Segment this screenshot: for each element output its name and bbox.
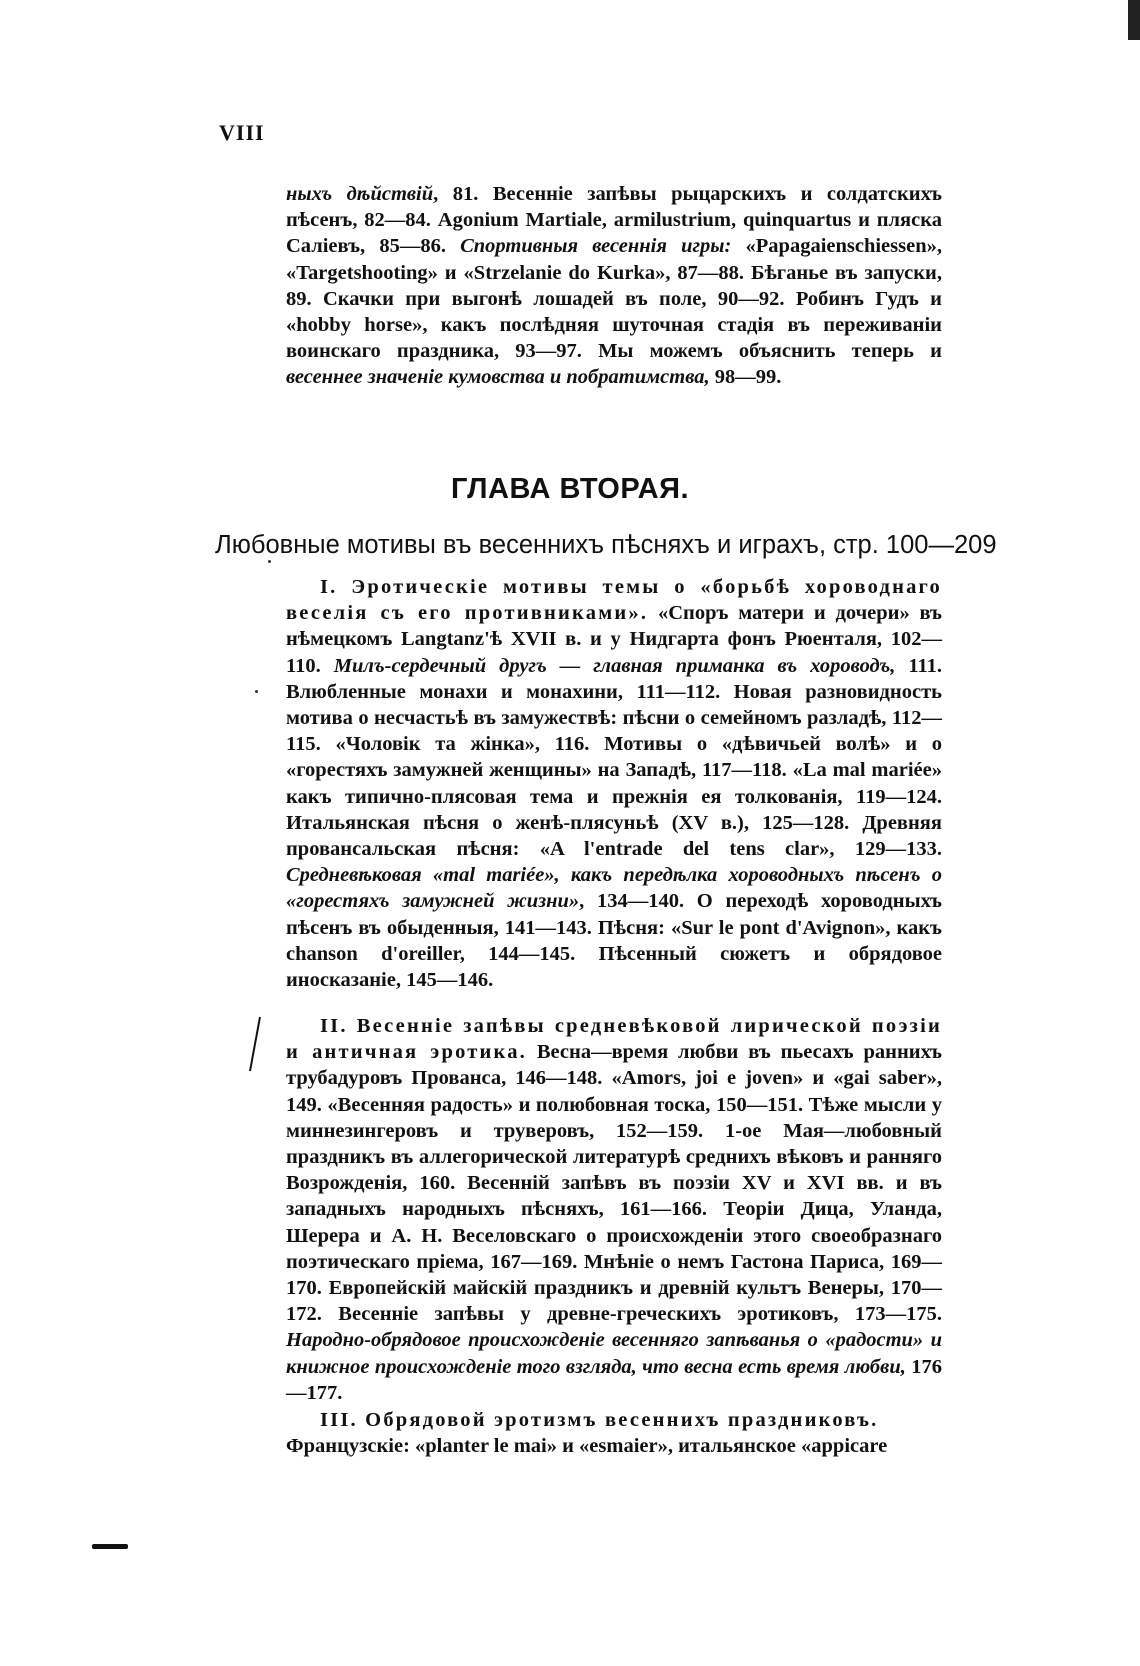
section-1-text-1: «Споръ матери и дочери» въ нѣмецкомъ Langtanz'ѣ XVII в. и у Нидгарта фонъ Рюенталя, 102—110. [286,602,942,677]
chapter-subtitle: Любовные мотивы въ весеннихъ пѣсняхъ и играхъ, стр. 100—209 [215,531,997,559]
intro-italic-a: ныхъ дѣйствій [286,183,434,205]
intro-text-b: , 81. Весенніе запѣвы рыцарскихъ и солдатскихъ пѣсенъ, 82—84. Agonium Martiale, armilustrium, quinquartus и пляска Саліевъ, 85—86. [286,183,942,258]
margin-dash-mark [92,1544,128,1549]
section-1-italic-2: Средневѣковая «mal mariée», какъ передѣлка хороводныхъ пѣсенъ о «горестяхъ замужней жизни» [286,864,942,913]
intro-text-f: 98—99. [709,366,782,389]
margin-slash-mark [248,1015,262,1073]
section-2-text-2: 176—177. [286,1355,942,1404]
section-1-text-3: , 134—140. О переходѣ хороводныхъ пѣсенъ въ обыденныя, 141—143. Пѣсня: «Sur le pont d'Avignon», какъ chanson d'oreiller, 144—145. Пѣсенный сюжетъ и обрядовое иносказаніе, 145—146. [286,890,942,992]
section-2 [286,1013,942,1406]
section-2-italic-1: Народно-обрядовое происхожденіе весенняго запѣванья о «радости» и книжное происхожденіе того взгляда, что весна есть время любви, [286,1329,942,1378]
section-1-heading: I. Эротическіе мотивы темы о «борьбѣ хороводнаго веселія съ его противниками». [286,576,942,625]
section-2-heading: II. Весенніе запѣвы средневѣковой лирической поэзіи и античная эротика. [286,1015,942,1064]
intro-text-d: «Papagaienschiessen», «Targetshooting» и «Strzelanie do Kurka», 87—88. Бѣганье въ запуски, 89. Скачки при выгонѣ лошадей въ поле, 90—92. Робинъ Гудъ и «hobby horse», какъ послѣдняя шуточная стадія въ переживаніи воинскаго праздника, 93—97. Мы можемъ объяснить теперь и [286,235,942,363]
section-3-text-1: Французскіе: «planter le mai» и «esmaier», итальянское «appicare [286,1435,888,1458]
margin-tick-mark [268,560,271,563]
intro-italic-e: весеннее значеніе кумовства и побратимства, [286,366,710,389]
page-number: VIII [219,120,265,145]
chapter-title: ГЛАВА ВТОРАЯ. [450,473,690,505]
section-3-heading: III. Обрядовой эротизмъ весеннихъ праздниковъ. [320,1409,879,1431]
section-1-text-2: 111. Влюбленные монахи и монахини, 111—112. Новая разновидность мотива о несчастьѣ въ замужествѣ: пѣсни о семейномъ разладѣ, 112—115. «Чоловік та жінка», 116. Мотивы о «дѣвичьей волѣ» и о «горестяхъ замужней женщины» на Западѣ, 117—118. «La mal mariée» какъ типично-плясовая тема и прежнія ея толкованія, 119—124. Итальянская пѣсня о женѣ-плясуньѣ (XV в.), 125—128. Древняя провансальская пѣсня: «A l'entrade del tens clar», 129—133. [286,654,942,861]
margin-dot-mark [255,690,258,693]
section-1 [286,574,942,993]
section-3 [286,1407,942,1459]
intro-paragraph [286,181,942,391]
section-2-text-1: Весна—время любви въ пьесахъ раннихъ трубадуровъ Прованса, 146—148. «Amors, joi e joven» и «gai saber», 149. «Весенняя радость» и полюбовная тоска, 150—151. Тѣже мысли у миннезингеровъ и труверовъ, 152—159. 1-ое Мая—любовный праздникъ въ аллегорической литературѣ среднихъ вѣковъ и ранняго Возрожденія, 160. Весенній запѣвъ въ поэзіи XV и XVI вв. и въ западныхъ народныхъ пѣсняхъ, 161—166. Теоріи Дица, Уланда, Шерера и А. Н. Веселовскаго о происхожденіи этого своеобразнаго поэтическаго пріема, 167—169. Мнѣніе о немъ Гастона Париса, 169—170. Европейскій майскій праздникъ и древній культъ Венеры, 170—172. Весенніе запѣвы у древне-греческихъ эротиковъ, 173—175. [286,1041,943,1326]
page-edge-mark [1128,0,1140,40]
section-1-italic-1: Милъ-сердечный другъ — главная приманка въ хороводъ, [333,654,896,677]
intro-italic-c: Спортивныя весеннія игры: [460,235,732,258]
